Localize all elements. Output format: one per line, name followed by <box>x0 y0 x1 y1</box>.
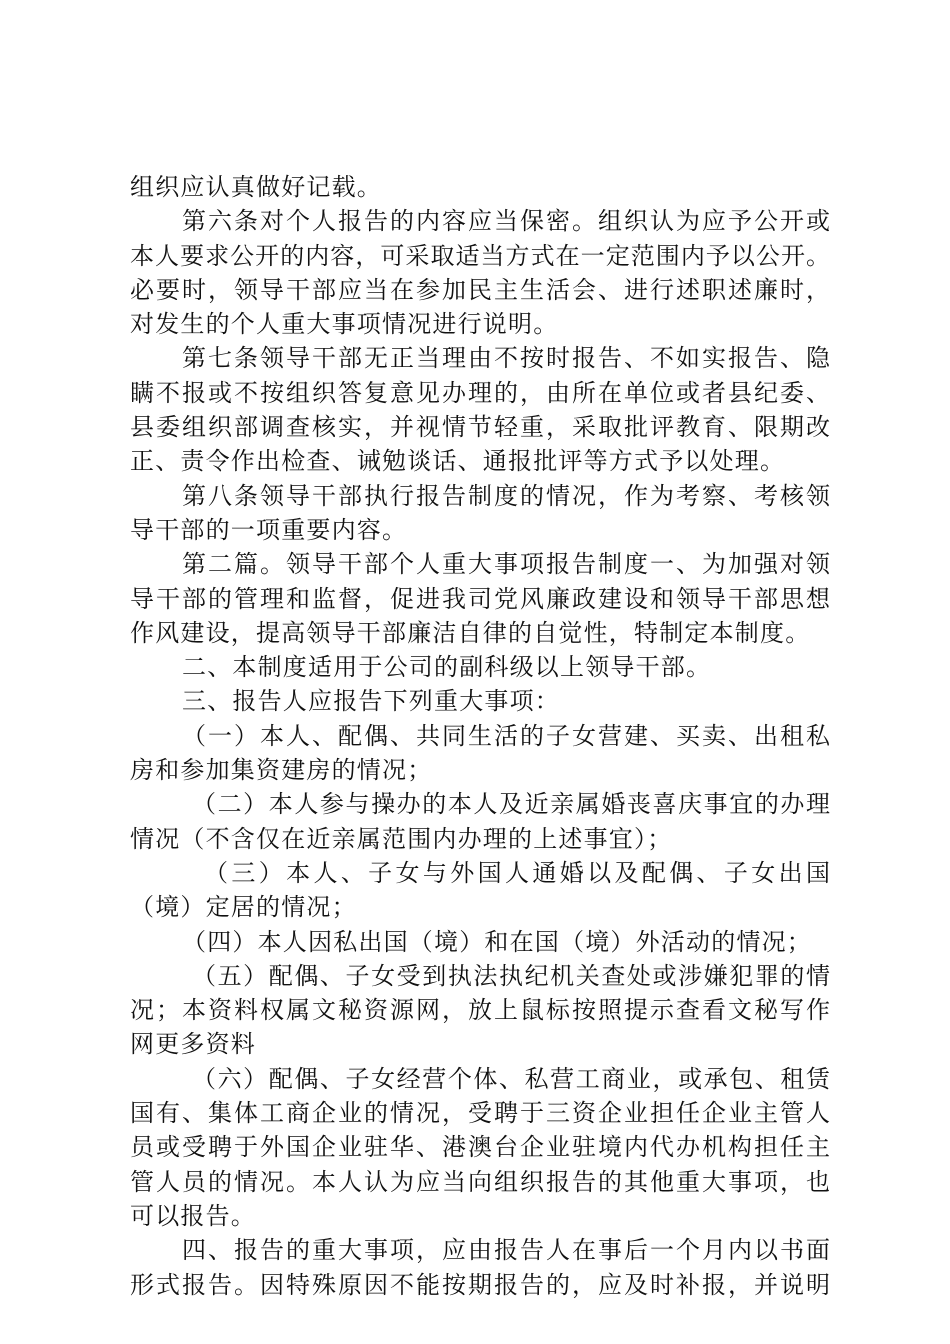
text-line: 四、报告的重大事项，应由报告人在事后一个月内以书面 <box>182 1236 830 1265</box>
text-line: 三、报告人应报告下列重大事项： <box>182 687 560 716</box>
text-line: 瞒不报或不按组织答复意见办理的，由所在单位或者县纪委、 <box>130 378 830 407</box>
text-line: 组织应认真做好记载。 <box>130 173 382 201</box>
text-line: 县委组织部调查核实，并视情节轻重，采取批评教育、限期改 <box>130 413 830 442</box>
text-line: 本人要求公开的内容，可采取适当方式在一定范围内予以公开。 <box>130 241 830 270</box>
text-line: 第八条领导干部执行报告制度的情况，作为考察、考核领 <box>182 481 830 510</box>
text-line: 导干部的一项重要内容。 <box>130 515 408 544</box>
text-line: （五）配偶、子女受到执法执纪机关查处或涉嫌犯罪的情 <box>192 961 830 990</box>
text-line: （境）定居的情况； <box>130 893 357 922</box>
text-line: 作风建设，提高领导干部廉洁自律的自觉性，特制定本制度。 <box>130 618 811 647</box>
text-line: 对发生的个人重大事项情况进行说明。 <box>130 310 559 339</box>
text-line: 第二篇。领导干部个人重大事项报告制度一、为加强对领 <box>182 550 830 579</box>
text-line: 第七条领导干部无正当理由不按时报告、不如实报告、隐 <box>182 344 830 373</box>
text-line: 况；本资料权属文秘资源网，放上鼠标按照提示查看文秘写作 <box>130 996 830 1025</box>
text-line: 情况（不含仅在近亲属范围内办理的上述事宜）； <box>130 824 673 853</box>
text-line: 第六条对个人报告的内容应当保密。组织认为应予公开或 <box>182 207 830 236</box>
text-line: （一）本人、配偶、共同生活的子女营建、买卖、出租私 <box>182 721 830 750</box>
text-line: 形式报告。因特殊原因不能按期报告的，应及时补报，并说明 <box>130 1270 830 1299</box>
text-line: 管人员的情况。本人认为应当向组织报告的其他重大事项，也 <box>130 1167 830 1196</box>
text-line: 可以报告。 <box>130 1201 256 1230</box>
text-line: （四）本人因私出国（境）和在国（境）外活动的情况； <box>182 927 812 956</box>
text-line: 正、责令作出检查、诫勉谈话、通报批评等方式予以处理。 <box>130 447 786 476</box>
text-line: 网更多资料 <box>130 1030 256 1059</box>
text-line: 员或受聘于外国企业驻华、港澳台企业驻境内代办机构担任主 <box>130 1133 830 1162</box>
text-line: 导干部的管理和监督，促进我司党风廉政建设和领导干部思想 <box>130 584 830 613</box>
text-line: 二、本制度适用于公司的副科级以上领导干部。 <box>182 653 712 682</box>
text-line: 必要时，领导干部应当在参加民主生活会、进行述职述廉时， <box>130 275 830 304</box>
text-line: （六）配偶、子女经营个体、私营工商业，或承包、租赁 <box>192 1064 830 1093</box>
text-line: （二）本人参与操办的本人及近亲属婚丧喜庆事宜的办理 <box>192 790 830 819</box>
text-line: 国有、集体工商企业的情况，受聘于三资企业担任企业主管人 <box>130 1099 830 1128</box>
document-body <box>130 170 830 1302</box>
text-line: 房和参加集资建房的情况； <box>130 756 433 785</box>
text-line: （三）本人、子女与外国人通婚以及配偶、子女出国 <box>204 858 830 887</box>
